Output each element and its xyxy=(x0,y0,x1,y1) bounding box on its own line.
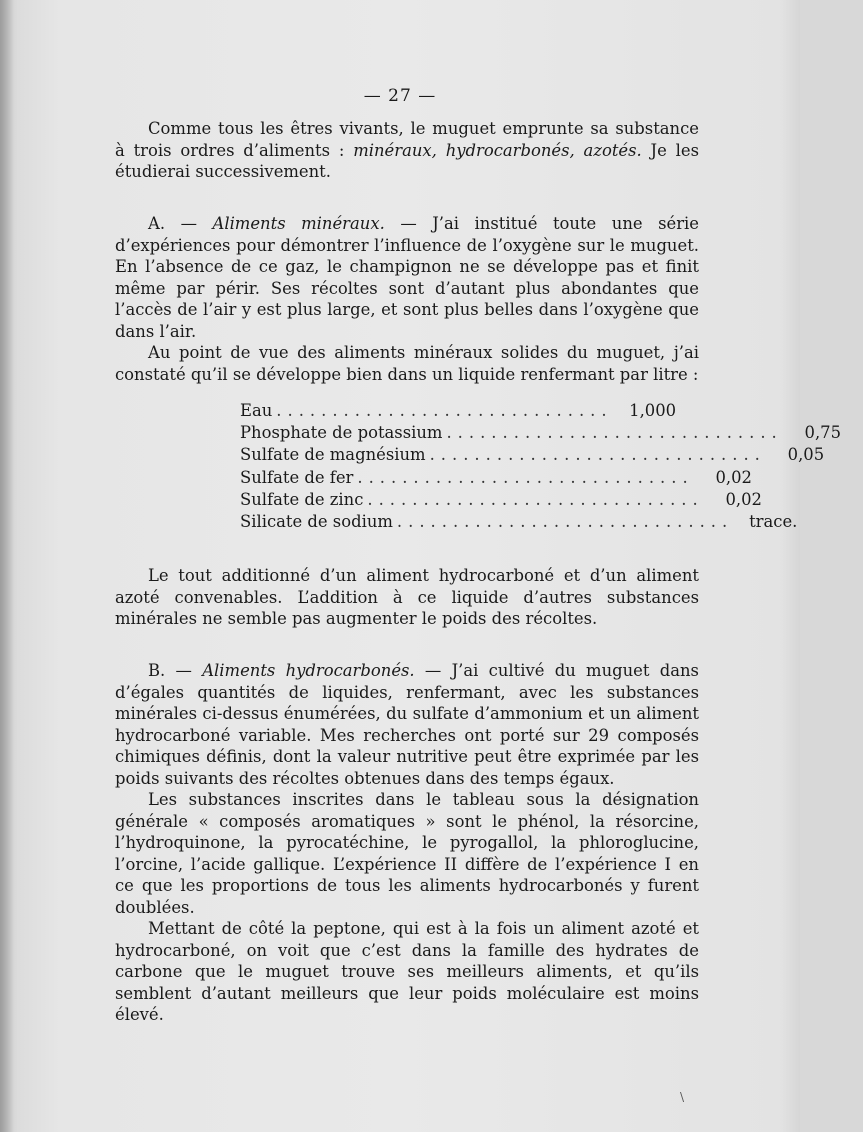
mineral-row xyxy=(240,400,677,422)
section-b-paragraph-2: Les substances inscrites dans le tableau sous la désignation générale « composés aromatiques » sont le phénol, la résorcine, l’hydroquinone, la pyrocatéchine, le pyrogallol, la phloroglucine, l’orcine, l’acide gallique. L’expérience II diffère de l’expérience I en ce que les proportions de tous les aliments hydrocarbonés y furent doublées. xyxy=(115,790,699,917)
mineral-row xyxy=(240,467,752,489)
mineral-row xyxy=(240,511,798,533)
mineral-value: trace. xyxy=(749,512,798,532)
mineral-value: 0,05 xyxy=(787,445,825,465)
intro-text-end: Je les étudierai successivement. xyxy=(115,140,699,181)
mineral-name: Sulfate de magnésium xyxy=(240,445,426,465)
intro-text: Comme tous les êtres vivants, le muguet emprunte sa substance à trois ordres d’aliments : xyxy=(115,119,699,160)
page-number: — 27 — xyxy=(363,86,437,106)
mineral-value: 0,75 xyxy=(804,423,842,443)
section-b-paragraph-3: Mettant de côté la peptone, qui est à la fois un aliment azoté et hydrocarboné, on voit que c’est dans la famille des hydrates de carbone que le muguet trouve ses meilleurs aliments, et qu’ils semblent d’autant meilleurs que leur poids moléculaire est moins élevé. xyxy=(115,919,699,1024)
section-a-title: Aliments minéraux. xyxy=(212,214,385,233)
mineral-value: 0,02 xyxy=(715,467,752,487)
scan-speck: \ xyxy=(680,1090,685,1104)
page-binding-shadow xyxy=(0,0,14,1132)
section-b-text: — J’ai cultivé du muguet dans d’égales quantités de liquides, renfermant, avec les substances minérales ci-dessus énumérées, du sulfate d’ammonium et un aliment hydrocarboné variable. Mes recherches ont porté sur 29 composés chimiques définis, dont la valeur nutritive peut être exprimée par les poids suivants des récoltes obtenues dans des temps égaux. xyxy=(115,661,699,788)
intro-italic-categories: minéraux, hydrocarbonés, azotés. xyxy=(353,140,642,160)
intro-paragraph xyxy=(115,118,699,183)
mineral-name: Sulfate de zinc xyxy=(240,489,364,509)
section-a-paragraph-1 xyxy=(115,213,699,342)
section-a-text: — J’ai institué toute une série d’expériences pour démontrer l’influence de l’oxygène sur le muguet. En l’absence de ce gaz, le champignon ne se développe pas et finit même par périr. Ses récoltes sont d’autant plus abondantes que l’accès de l’air y est plus large, et sont plus belles dans l’oxygène que dans l’air. xyxy=(115,214,699,341)
leader-dots: .............................. xyxy=(367,489,704,509)
mineral-name: Phosphate de potassium xyxy=(240,423,443,443)
leader-dots: .............................. xyxy=(396,512,734,532)
mineral-name: Silicate de sodium xyxy=(240,512,393,532)
mineral-name: Sulfate de fer xyxy=(240,467,354,487)
mineral-value: 0,02 xyxy=(725,489,762,509)
section-a-label: A. — xyxy=(148,214,213,233)
section-a-paragraph-2: Au point de vue des aliments minéraux solides du muguet, j’ai constaté qu’il se développe bien dans un liquide renfermant par litre : xyxy=(115,343,699,384)
leader-dots: .............................. xyxy=(429,445,766,465)
mineral-value: 1,000 xyxy=(629,401,677,420)
leader-dots: .............................. xyxy=(446,423,783,443)
mineral-name: Eau xyxy=(240,401,273,420)
after-table-paragraph: Le tout additionné d’un aliment hydrocarboné et d’un aliment azoté convenables. L’addition à ce liquide d’autres substances minérales ne semble pas augmenter le poids des récoltes. xyxy=(115,566,699,628)
intro-block xyxy=(115,118,699,183)
mineral-row xyxy=(240,422,842,444)
mineral-row xyxy=(240,489,762,511)
leader-dots: .............................. xyxy=(276,401,613,420)
section-b-label: B. — xyxy=(148,661,203,680)
section-b-paragraph-1 xyxy=(115,660,699,789)
mineral-composition-table xyxy=(240,400,842,533)
leader-dots: .............................. xyxy=(357,467,694,487)
section-a xyxy=(115,213,699,385)
section-b xyxy=(115,660,699,1026)
mineral-row xyxy=(240,444,825,466)
after-table-block xyxy=(115,565,699,630)
section-b-title: Aliments hydrocarbonés. xyxy=(202,661,415,680)
